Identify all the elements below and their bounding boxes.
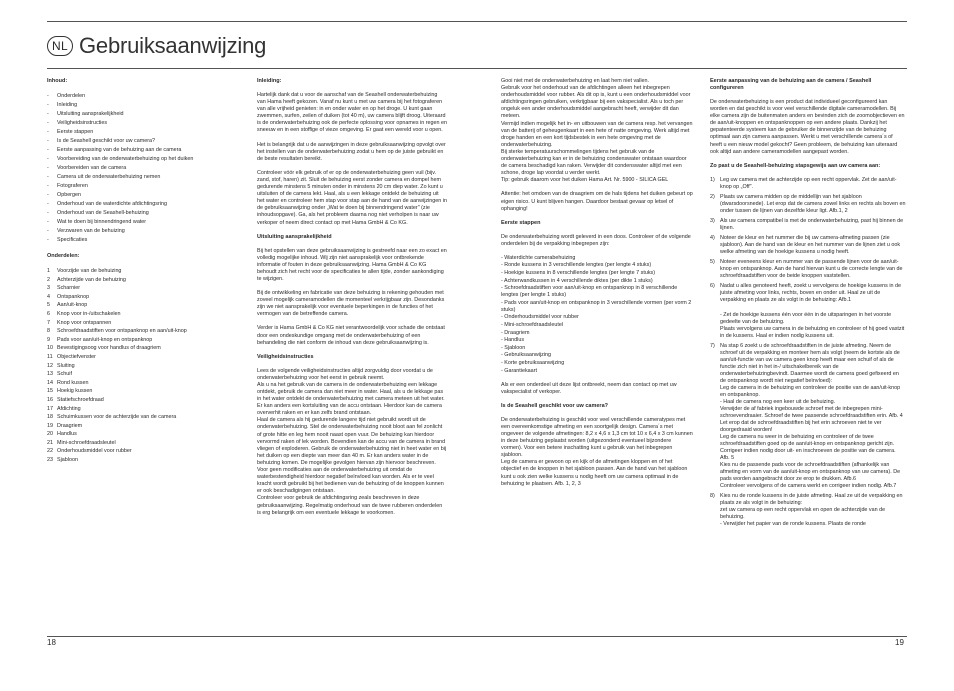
veiligheid-paragraph: Lees de volgende veiligheidsinstructies altijd zorgvuldig door voordat u de onderwaterbehuizing voor het eerst in gebruik neemt. Als u na het gebruik van de camera in de onderwaterbehuizing een lekkage ontdekt, gebruik de camera dan niet meer in water. Haal, als u de lekkage pas in het water ontdekt de onderwaterbehuizing met camera meteen uit het water. Er kan anders een kortsluiting van de accu ontstaan. Hierdoor kan de camera oververhit raken en er kan zelfs brand ontstaan. Haal de camera als hij gedurende langere tijd niet gebruikt wordt uit de onderwaterbehuizing. Stel de onderwaterbehuizing nooit bloot aan fel zonlicht of grote hitte en leg hem nooit naast open vuur. De behuizing kan hierdoor vervormd raken of lek worden. Bovendien kan de accu van de camera in brand vliegen of exploderen. Gebruik de onderwaterbehuizing niet in heet water en bij het duiken op een diepte van meer dan 40 m. Er kan anders water in de behuizing komen. De mogelijke gevolgen hiervan zijn hiervoor beschreven. Voor geen modificaties aan de onderwaterbehuizing uit omdat de waterbestendigheid hierdoor negatief beïnvloed kan worden. Als er te veel kracht wordt gebruikt bij het bedienen van de behuizing of de knoppen kunnen er ook beschadigingen ontstaan. Controleer voor gebruik de afdichtingsring zeals beschreven in deze gebruiksaanwijzing. Regelmatig onderhoud van de twee rubberen onderdelen is erg belangrijk om een eventuele lekkage te voorkomen. [257,367,447,516]
step-item [710,283,906,304]
right-column-2 [710,78,906,536]
top-rule-right [477,21,907,22]
contents-item: - Opbergen [47,191,237,200]
inleiding-heading: Inleiding: [257,78,282,84]
part-item [47,379,237,388]
onderdelen-heading: Onderdelen: [47,253,80,259]
part-item [47,439,237,448]
contents-item: - Veiligheidsinstructies [47,119,237,128]
language-badge: NL [47,36,73,56]
package-item: - Sjabloon [501,344,526,351]
part-item-text: Knop voor ontspannen [57,319,112,326]
document-title: Gebruiksaanwijzing [79,33,267,58]
aanpassing-heading: Eerste aanpassing van de behuizing aan de camera / Seashell configureren [710,78,872,91]
part-item-text: Voorzijde van de behuizing [57,268,122,274]
step-item-number: 1) [710,176,715,183]
parts-list [47,267,237,465]
part-item-number: 19 [47,422,53,429]
contents-item: - Onderhoud van de waterdichte afdichtingsring [47,200,237,209]
package-item: - Achterwandkussen in 4 verschillende diktes (per dikte 1 stuks) [501,277,653,284]
eerste-heading: Eerste stappen [501,219,541,226]
part-item [47,293,237,302]
part-item-number: 4 [47,293,50,300]
inleiding-paragraph: Controleer vóór elk gebruik of er op de onderwaterbehuizing geen vuil (bijv. zand, stof, haren) zit. Sluit de behuizing eerst zonder camera en dompel hem gedurende minstens 5 minuten onder in minstens 20 cm diep water. Zo kunt u uitsluiten of de camera lekt. Haal, als u een lekkage ontdekt de behuizing uit het water en controleer hem stap voor stap aan de hand van de aanwijzingen in de gebruiksaanwijzing onder „Wat te doen bij binnendringend water" (zie inhoudsopgave). Ga, als het probleem daarna nog niet verholpen is naar uw verkoper of neem direct contact op met Hama GmbH & Co KG. [257,169,447,226]
part-item [47,370,237,379]
package-item: - Draagriem [501,329,530,336]
part-item-text: Sjabloon [57,457,78,464]
contents-item: - Eerste aanpassing van de behuizing aan de camera [47,146,237,155]
step-item [710,235,906,256]
uitsluiting-paragraph: Bij de ontwikkeling en fabricatie van deze behuizing is rekening gehouden met zoveel mogelijk cameramodellen die momenteel verkrijgbaar zijn. Desondanks zijn we niet aansprakelijk voor eventuele beperkingen in de functies of het vermogen van de betreffende camera. [257,290,445,318]
part-item-number: 10 [47,345,53,352]
step-item-text: Noteer eveneens kleur en nummer van de passende lijnen voor de aan/uit-knop en ontspanknop. Aan de hand hiervan kunt u de correcte lengte van de schroefdraadstiften voor de beide knoppen vaststellen. [720,258,903,279]
part-item-text: Hoekig kussen [57,388,93,395]
part-item [47,422,237,431]
page-header [47,33,266,59]
part-item [47,362,237,371]
part-item-number: 6 [47,310,50,317]
step-item-text: Nadat u alles genoteerd heeft, zoekt u vervolgens de hoekige kussens in de juiste afmeting voor links, rechts, boven en onder uit. Haal ze uit de verpakking en plaats ze als volgt in de behuizing: Afb.1 [720,282,902,303]
step-item-text: Noteer de kleur en het nummer die bij uw camera-afmeting passen (zie sjabloon). Aan de hand van de kleur en het nummer van de lijnen ziet u ook welke afmeting van de hoekige kussens u nodig heeft. [720,234,901,255]
package-item: - Gebruiksaanwijzing [501,352,552,359]
part-item [47,267,237,276]
geschikt-heading: Is de Seashell geschikt voor uw camera? [501,402,608,409]
step-item-number: 7) [710,343,715,350]
inleiding-paragraph: Het is belangrijk dat u de aanwijzingen in deze gebruiksaanwijzing opvolgt over het instellen van de onderwaterbehuizing zodat u hem op de juiste gebruikt en de beste resultaten bereikt. [257,141,446,162]
contents-item: - Camera uit de onderwaterbehuizing nemen [47,173,237,182]
step-item [710,493,906,528]
part-item-text: Statiefschroefdraad [57,396,104,403]
eerste-intro: De onderwaterbehuizing wordt geleverd in een doos. Controleer of de volgende onderdelen bij de verpakking inbegrepen zijn: [501,233,691,247]
package-item: - Handlus [501,337,525,344]
steps-sub-lines [710,312,906,341]
inleiding-paragraph: Hartelijk dank dat u voor de aanschaf van de Seashell onderwaterbehuizing van Hama heeft gekozen. Vanaf nu kunt u met uw camera bij het fotograferen van alle vrijheid genieten: in en onder water en op het droge. U kunt gaan zwemmen, surfen, zeilen of duiken (tot 40 m), uw camera blijft droog. Uiteraard is de onderwaterbehuizing ook de perfecte oplossing voor opnames in regen en sneeuw en in een stoffige of vieze omgeving. Er gaat een wereld voor u open. [257,92,447,134]
part-item-text: Schroefdraadstiften voor ontspanknop en aan/uit-knop [57,328,187,335]
part-item [47,413,237,422]
step-item-number: 3) [710,217,715,224]
title-rule-right [477,68,907,69]
stap-heading: Zo past u de Seashell-behuizing stapsgewijs aan uw camera aan: [710,162,881,169]
top-rule [47,21,477,22]
contents-list [47,92,237,245]
step-item-text: Leg uw camera met de achterzijde op een recht oppervlak. Zet de aan/uit-knop op „Off". [720,176,897,190]
title-rule [47,68,477,69]
package-item: - Waterdichte camerabehuizing [501,254,576,261]
safety-paragraph: Gooi niet met de onderwaterbehuizing en laat hem niet vallen. Gebruik voor het onderhoud van de afdichtingen alleen het inbegrepen onderhoudsmiddel voor rubber. Als dit op is, kunt u een onderhoudsmiddel voor afdichtingsringen gebruiken, verkrijgbaar bij een vakspecialist. Als u toch per ongeluk een ander onderhoudsmiddel aangebracht heeft, verwijder dit dan meteen. Vermijd indien mogelijk het in- en uitbouwen van de camera resp. het vervangen van de batterij of geheugenkaart in een hete of natte omgeving. Werk altijd met droge handen en een kort tijdsbestek in een hete omgeving met de onderwaterbehuizing. Bij sterke temperatuurschommelingen tijdens het gebruik van de onderwaterbehuizing kan er in de behuizing condenswater ontstaan waardoor de camera beschadigd kan raken. Verwijder dit condenswater altijd met een schone, droge lap voordat u verder werkt. Tip: gebruik daarom voor het duiken Hama Art. Nr. 5900 - SILICA GEL [501,78,693,184]
part-item-number: 20 [47,431,53,438]
part-item-number: 1 [47,268,50,274]
part-item-number: 2 [47,276,50,283]
part-item [47,353,237,362]
part-item-number: 23 [47,457,53,464]
contents-item: - Voorbereiden van de camera [47,164,237,173]
contents-column [47,78,237,473]
part-item-text: Pads voor aan/uit-knop en ontspanknop [57,336,153,343]
step-item-number: 8) [710,493,715,500]
uitsluiting-heading: Uitsluiting aansprakelijkheid [257,233,332,240]
contents-item: - Onderdelen [47,92,237,101]
package-item: - Mini-schroefdraadsleutel [501,322,564,329]
part-item-text: Achterzijde van de behuizing [57,276,126,283]
part-item-text: Draagriem [57,422,83,429]
step-item [710,259,906,280]
part-item [47,276,237,285]
part-item-number: 15 [47,388,53,395]
part-item [47,336,237,345]
step-sub-line: - Zet de hoekige kussens één voor één in de uitsparingen in het voorste gedeelte van de behuizing. [720,311,892,325]
aanpassing-text: De onderwaterbehuizing is een product dat individueel geconfigureerd kan worden en dat geschikt is voor veel verschillende digitale cameramodellen. Bij elke camera zijn de buitenmaten anders en bevinden zich de zoomobjectieven en de aan/uit-knoppen en ontspanknoppen op een andere plaats. Dankzij het gepatenteerde systeem kan de gebruiker de binnenzijde van de behuizing optimaal aan zijn camera aanpassen. Werkt u met verschillende camera´s of heeft u een nieuw model gekocht? Geen probleem, de behuizing kan uiteraard ook altijd aan andere cameramodellen aangepast worden. [710,99,905,155]
step-item-number: 5) [710,258,715,265]
part-item-text: Sluiting [57,362,75,369]
part-item [47,396,237,405]
part-item-text: Ontspanknop [57,293,90,300]
step-item [710,218,906,232]
contents-item: - Eerste stappen [47,128,237,137]
part-item [47,327,237,336]
package-item: - Ronde kussens in 3 verschillende lengtes (per lengte 4 stuks) [501,262,652,269]
right-column-1 [501,78,693,495]
geschikt-text [501,417,693,488]
contents-item: - Onderhoud van de Seashell-behuizing [47,209,237,218]
part-item-number: 7 [47,319,50,326]
step-item-text: Als uw camera compatibel is met de onderwaterbehuizing, past hij binnen de lijnen. [720,217,904,231]
part-item [47,284,237,293]
contents-item: - Verzwaren van de behuizing [47,227,237,236]
step-item-text: Na stap 6 zoekt u de schroefdraadstiften in de juiste afmeting. Neem de schroef uit de verpakking en monteer hem als volgt (neem de kortste als de aan/uit-functie van uw camera geen knop heeft maar een schuif of als de functie zich niet in het in-/ uitschakelbereik van de onderwaterbehuizingbevindt. Daarmee wordt de camera goed gefixeerd en de ontspanknop wordt niet negatief beïnvloed): Leg de camera in de behuizing en controleer de positie van de aan/uit-knop en ontspanknop. - Haal de camera nog een keer uit de behuizing. Verwijder de af fabriek ingebouwde schroef met de inbegrepen mini-schroevendraaier. Schroef de twee passende schroefdraadstiften erin. Afb. 4 Let erop dat de schroefdraadstiften bij het erin schroeven niet te ver doorgedraaid worden! Leg de camera nu weer in de behuizing en controleer of de twee schroefdraadstiften goed op de aan/uit-knop en ontspanknop gericht zijn. Corrigeer indien nodig door uit- en inschroeven de positie van de camera. Afb. 5 Kies nu de passende pads voor de schroefdraadstiften (afhankelijk van afmeting en vorm van de aan/uit-knop en ontspanknop van uw camera). De pads worden aangebracht door ze erop te drukken. Afb.6 Controleer vervolgens of de camera werkt en corrigeer indien nodig. Afb.7 [720,343,903,490]
contents-item: - Uitsluiting aansprakelijkheid [47,110,237,119]
eerste-after: Als er een onderdeel uit deze lijst ontbreekt, neem dan contact op met uw vakspecialist of verkoper. [501,381,677,395]
contents-item: - Wat te doen bij binnendringend water [47,218,237,227]
part-item [47,301,237,310]
part-item [47,405,237,414]
part-item-number: 14 [47,379,53,386]
package-item: - Schroefdraadstiften voor aan/uit-knop en ontspanknop in 8 verschillende lengtes (per lengte 1 stuks) [501,285,678,299]
part-item [47,310,237,319]
part-item-number: 22 [47,448,53,455]
veiligheid-heading: Veiligheidsinstructies [257,353,314,360]
uitsluiting-text [257,248,447,347]
contents-item: - Inleiding [47,101,237,110]
part-item-text: Mini-schroefdraadsleutel [57,439,116,446]
part-item [47,430,237,439]
part-item-text: Afdichting [57,405,81,412]
step-item-number: 2) [710,193,715,200]
package-item: - Hoekige kussens in 8 verschillende lengtes (per lengte 7 stuks) [501,270,656,277]
uitsluiting-paragraph: Verder is Hama GmbH & Co KG niet verantwoordelijk voor schade die ontstaat door een ondeskundige omgang met de onderwaterbehuizing of een behandeling die niet conform de inhoud van deze gebruiksaanwijzing is. [257,325,445,346]
contents-item: - Fotograferen [47,182,237,191]
step-item-number: 6) [710,282,715,289]
part-item-text: Bevestigingsoog voor handlus of draagriem [57,345,161,352]
package-item: - Garantiekaart [501,367,537,374]
part-item-text: Schuimkussen voor de achterzijde van de camera [57,414,177,421]
part-item-text: Knop voor in-/uitschakelen [57,310,121,317]
right-page [477,0,954,691]
bottom-rule [47,636,477,637]
contents-item: - Voorbereiding van de onderwaterbehuizing op het duiken [47,155,237,164]
part-item-number: 8 [47,328,50,335]
part-item-number: 17 [47,405,53,412]
contents-item: - Is de Seashell geschikt voor uw camera? [47,137,237,146]
part-item-number: 18 [47,414,53,421]
part-item-text: Schuif [57,371,72,378]
bottom-rule-right [477,636,907,637]
part-item-number: 21 [47,439,53,446]
step-item [710,343,906,490]
intro-column [257,78,447,524]
page-number-right: 19 [895,638,904,647]
part-item-text: Scharnier [57,285,81,292]
step-item-text: Kies nu de ronde kussens in de juiste afmeting. Haal ze uit de verpakking en plaats ze als volgt in de behuizing: zet uw camera op een recht oppervlak en open de achterzijde van de behuizing. - Verwijder het papier van de ronde kussens. Plaats de ronde [720,493,903,528]
part-item-text: Aan/uit-knop [57,302,88,309]
part-item-text: Objectiefvenster [57,353,96,360]
safety-continued-text [501,78,693,213]
step-item [710,194,906,215]
part-item-number: 9 [47,336,50,343]
part-item [47,344,237,353]
package-contents-list [501,255,693,375]
part-item-number: 12 [47,362,53,369]
safety-paragraph: Attentie: het omdoen van de draagriem om de hals tijdens het duiken gebeurt op eigen risico. U kunt blijven hangen. Daardoor bestaat gevaar op letsel of ophanging! [501,191,693,212]
part-item-number: 5 [47,302,50,309]
geschikt-paragraph: De onderwaterbehuizing is geschikt voor veel verschillende cameratypes met een overeenkomstige afmeting en een soortgelijk design. Camera´s met ongeveer de volgende afmetingen: 8,2 x 4,6 x 1,3 cm tot 10 x 6,4 x 3 cm kunnen in deze behuizing geplaatst worden (uitgezonderd eventueel bijzondere vormen). Voor een betere inschatting kunt u gebruik van het inbegrepen sjabloon. Leg de camera er gewoon op en kijk of de afmetingen kloppen en of het objectief en de knoppen in het sjabloon passen. Aan de hand van het sjabloon kunt u ook zien welke kussens u nodig heeft om uw camera optimaal in de behuizing te plaatsen. Afb. 1, 2, 3 [501,416,693,487]
part-item-text: Handlus [57,431,77,438]
package-item: - Pads voor aan/uit-knop en ontspanknop in 3 verschillende vormen (per vorm 2 stuks) [501,299,692,313]
step-item [710,177,906,191]
uitsluiting-paragraph: Bij het opstellen van deze gebruiksaanwijzing is gestreefd naar een zo exact en volledig mogelijke inhoud. Wij zijn niet aansprakelijk voor ontbrekende informatie of fouten in deze gebruiksaanwijzing. Hama GmbH & Co KG behoudt zich het recht voor de specificaties te allen tijde, zonder aankondiging te wijzigen. [257,247,447,282]
page-number-left: 18 [47,638,56,647]
part-item-number: 16 [47,396,53,403]
part-item-text: Rond kussen [57,379,89,386]
inhoud-heading: Inhoud: [47,78,68,84]
package-item: - Korte gebruiksaanwijzing [501,360,565,366]
part-item-text: Onderhoudsmiddel voor rubber [57,448,132,455]
steps-list-2 [710,343,906,528]
step-item-text: Plaats uw camera midden op de middellijn van het sjabloon (dwarsdoorsnede). Let erop dat de camera zowel links en rechts als boven en onder tussen de lijnen van dezelfde kleur ligt. Afb.1, 2 [720,193,906,214]
veiligheid-text [257,368,447,517]
part-item-number: 3 [47,285,50,292]
contents-item: - Specificaties [47,236,237,245]
part-item [47,319,237,328]
steps-list [710,177,906,304]
step-item-number: 4) [710,234,715,241]
step-sub-line: Plaats vervolgens uw camera in de behuizing en controleer of hij goed vastzit in de kussens. Haal er indien nodig kussens uit. [720,326,905,340]
part-item [47,387,237,396]
part-item-number: 13 [47,371,53,378]
inleiding-text [257,92,447,227]
part-item-number: 11 [47,353,53,360]
package-item: - Onderhoudsmiddel voor rubber [501,314,579,321]
part-item [47,447,237,456]
part-item [47,456,237,465]
